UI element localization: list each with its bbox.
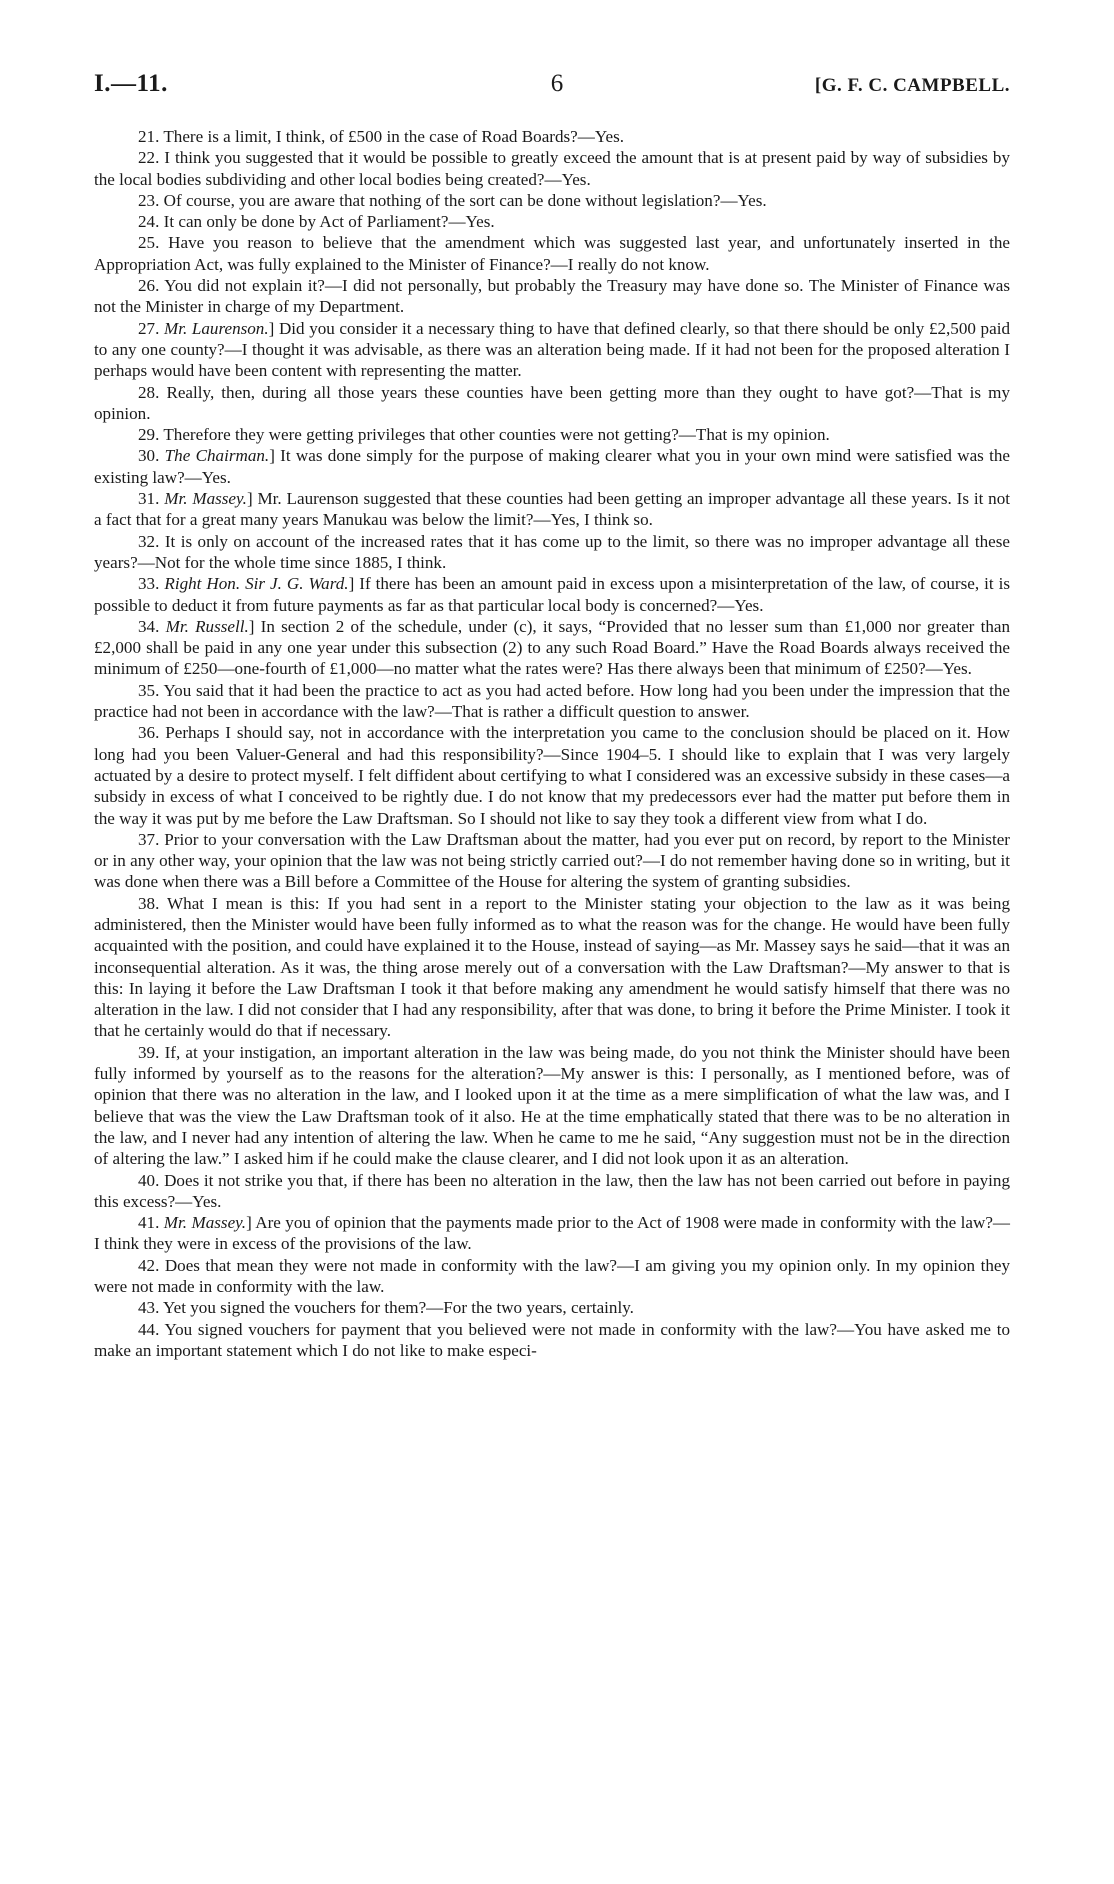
page-header xyxy=(94,70,1010,114)
question-paragraph xyxy=(94,829,1010,893)
paragraph-text: ] In section 2 of the schedule, under (c), it says, “Provided that no lesser sum than £1,000 nor greater than £2,000 shall be paid in any one year under this subsection (2) to any such Road Board.” Have the Road Boards always received the minimum of £250—one-fourth of £1,000—no matter what the rates were? Has there always been that minimum of £250?—Yes. xyxy=(94,616,1010,679)
question-paragraph xyxy=(94,1212,1010,1255)
question-number: 41. xyxy=(138,1213,164,1233)
question-paragraph xyxy=(94,722,1010,828)
question-number: 30. xyxy=(138,446,165,466)
paragraph-text: 28. Really, then, during all those years these counties have been getting more than they ought to have got?—That is my opinion. xyxy=(94,382,1010,423)
paragraph-text: 21. There is a limit, I think, of £500 in the case of Road Boards?—Yes. xyxy=(138,127,624,146)
question-paragraph xyxy=(94,318,1010,382)
paragraph-text: 40. Does it not strike you that, if there has been no alteration in the law, then the law has not been carried out before in paying this excess?—Yes. xyxy=(94,1170,1010,1211)
paragraph-text: 26. You did not explain it?—I did not personally, but probably the Treasury may have done so. The Minister of Finance was not the Minister in charge of my Department. xyxy=(94,276,1010,317)
question-paragraph xyxy=(94,190,1010,211)
speaker-name: Right Hon. Sir J. G. Ward. xyxy=(164,574,349,594)
paragraph-text: 25. Have you reason to believe that the amendment which was suggested last year, and unfortunately inserted in the Appropriation Act, was fully explained to the Minister of Finance?—I really do not know. xyxy=(94,233,1010,274)
question-number: 31. xyxy=(138,489,165,509)
question-paragraph xyxy=(94,1319,1010,1362)
question-paragraph xyxy=(94,1042,1010,1170)
question-paragraph xyxy=(94,893,1010,1042)
paragraph-text: ] It was done simply for the purpose of making clearer what you in your own mind were satisfied was the existing law?—Yes. xyxy=(94,446,1011,487)
question-paragraph xyxy=(94,126,1010,147)
paragraph-text: 38. What I mean is this: If you had sent in a report to the Minister stating your objection to the law as it was being administered, then the Minister would have been fully informed as to what the reason was for the change. He would have been fully acquainted with the position, and could have explained it to the House, instead of saying—as Mr. Massey says he said—that it was an inconsequential alteration. As it was, the thing arose merely out of a conversation with the Law Draftsman?—My answer to that is this: In laying it before the Law Draftsman I took it that before making any amendment he would satisfy himself that there was no alteration in the law. I did not consider that I had any responsibility, after that was done, to bring it before the Prime Minister. I took it that he certainly would do that if necessary. xyxy=(94,893,1010,1041)
paragraph-text: 23. Of course, you are aware that nothing of the sort can be done without legislation?—Yes. xyxy=(138,190,767,210)
question-paragraph xyxy=(94,424,1010,445)
question-paragraph xyxy=(94,1170,1010,1213)
question-paragraph xyxy=(94,275,1010,318)
question-paragraph xyxy=(94,1297,1010,1318)
speaker-name: The Chairman. xyxy=(164,446,270,466)
question-paragraph xyxy=(94,680,1010,723)
question-paragraph xyxy=(94,232,1010,275)
question-paragraph xyxy=(94,573,1010,616)
question-number: 33. xyxy=(138,574,165,594)
speaker-name: Mr. Massey. xyxy=(163,1213,247,1233)
question-paragraph xyxy=(94,382,1010,425)
question-number: 27. xyxy=(138,318,164,338)
paragraph-text: ] If there has been an amount paid in excess upon a misinterpretation of the law, of course, it is possible to deduct it from future payments as far as that particular local body is concerned?—Yes. xyxy=(94,574,1011,615)
evidence-text xyxy=(94,126,1010,1361)
question-number: 34. xyxy=(138,616,166,636)
paragraph-text: 29. Therefore they were getting privileges that other counties were not getting?—That is my opinion. xyxy=(138,425,830,445)
question-paragraph xyxy=(94,147,1010,190)
paragraph-text: 32. It is only on account of the increased rates that it has come up to the limit, so there was no improper advantage all these years?—Not for the whole time since 1885, I think. xyxy=(94,531,1010,572)
speaker-name: Mr. Russell. xyxy=(165,616,249,636)
page-number: 6 xyxy=(550,70,564,97)
speaker-name: Mr. Massey. xyxy=(164,489,247,509)
paragraph-text: 22. I think you suggested that it would be possible to greatly exceed the amount that is at present paid by way of subsidies by the local bodies subdividing and other local bodies being created?—Yes. xyxy=(94,148,1010,189)
paragraph-text: 44. You signed vouchers for payment that you believed were not made in conformity with the law?—You have asked me to make an important statement which I do not like to make especi- xyxy=(94,1319,1010,1360)
question-paragraph xyxy=(94,211,1010,232)
question-paragraph xyxy=(94,1255,1010,1298)
paragraph-text: ] Are you of opinion that the payments made prior to the Act of 1908 were made in conformity with the law?—I think they were in excess of the provisions of the law. xyxy=(94,1213,1011,1254)
question-paragraph xyxy=(94,488,1010,531)
paragraph-text: 24. It can only be done by Act of Parliament?—Yes. xyxy=(138,212,495,232)
paper-reference: I.—11. xyxy=(94,70,168,97)
question-paragraph xyxy=(94,531,1010,574)
paragraph-text: 37. Prior to your conversation with the Law Draftsman about the matter, had you ever put on record, by report to the Minister or in any other way, your opinion that the law was not being strictly carried out?—I do not remember having done so in writing, but it was done when there was a Bill before a Committee of the House for altering the system of granting subsidies. xyxy=(94,829,1010,892)
paragraph-text: 39. If, at your instigation, an important alteration in the law was being made, do you not think the Minister should have been fully informed by yourself as to the reasons for the alteration?—My answer is this: I personally, as I mentioned before, was of opinion that there was no alteration in the law, and I looked upon it at the time as a mere simplification of what the law was, and I believe that was the view the Law Draftsman took of it also. He at the time emphatically stated that there was to be no alteration in the law, and I never had any intention of altering the law. When he came to me he said, “Any suggestion must not be in the direction of altering the law.” I asked him if he could make the clause clearer, and I did not look upon it as an alteration. xyxy=(94,1042,1010,1169)
paragraph-text: ] Did you consider it a necessary thing to have that defined clearly, so that there should be only £2,500 paid to any one county?—I thought it was advisable, as there was an alteration being made. If it had not been for the proposed alteration I perhaps would have been content with representing the matter. xyxy=(94,318,1010,381)
question-paragraph xyxy=(94,616,1010,680)
paragraph-text: 35. You said that it had been the practice to act as you had acted before. How long had you been under the impression that the practice had not been in accordance with the law?—That is rather a difficult question to answer. xyxy=(94,680,1010,722)
paragraph-text: 42. Does that mean they were not made in conformity with the law?—I am giving you my opinion only. In my opinion they were not made in conformity with the law. xyxy=(94,1255,1010,1297)
witness-name: [G. F. C. CAMPBELL. xyxy=(814,75,1010,96)
paragraph-text: 43. Yet you signed the vouchers for them?—For the two years, certainly. xyxy=(138,1298,634,1318)
question-paragraph xyxy=(94,445,1010,488)
paragraph-text: 36. Perhaps I should say, not in accordance with the interpretation you came to the conclusion should be placed on it. How long had you been Valuer-General and had this responsibility?—Since 1904–5. I should like to explain that I was very largely actuated by a desire to protect myself. I felt diffident about certifying to what I considered was an excessive subsidy in these cases—a subsidy in excess of what I conceived to be rightly due. I do not know that my predecessors ever had the matter put before them in the way it was put by me before the Law Draftsman. So I should not like to say they took a different view from what I do. xyxy=(94,723,1010,828)
speaker-name: Mr. Laurenson. xyxy=(163,318,269,338)
paragraph-text: ] Mr. Laurenson suggested that these counties had been getting an improper advantage all these years. Is it not a fact that for a great many years Manukau was below the limit?—Yes, I think so. xyxy=(94,489,1011,530)
